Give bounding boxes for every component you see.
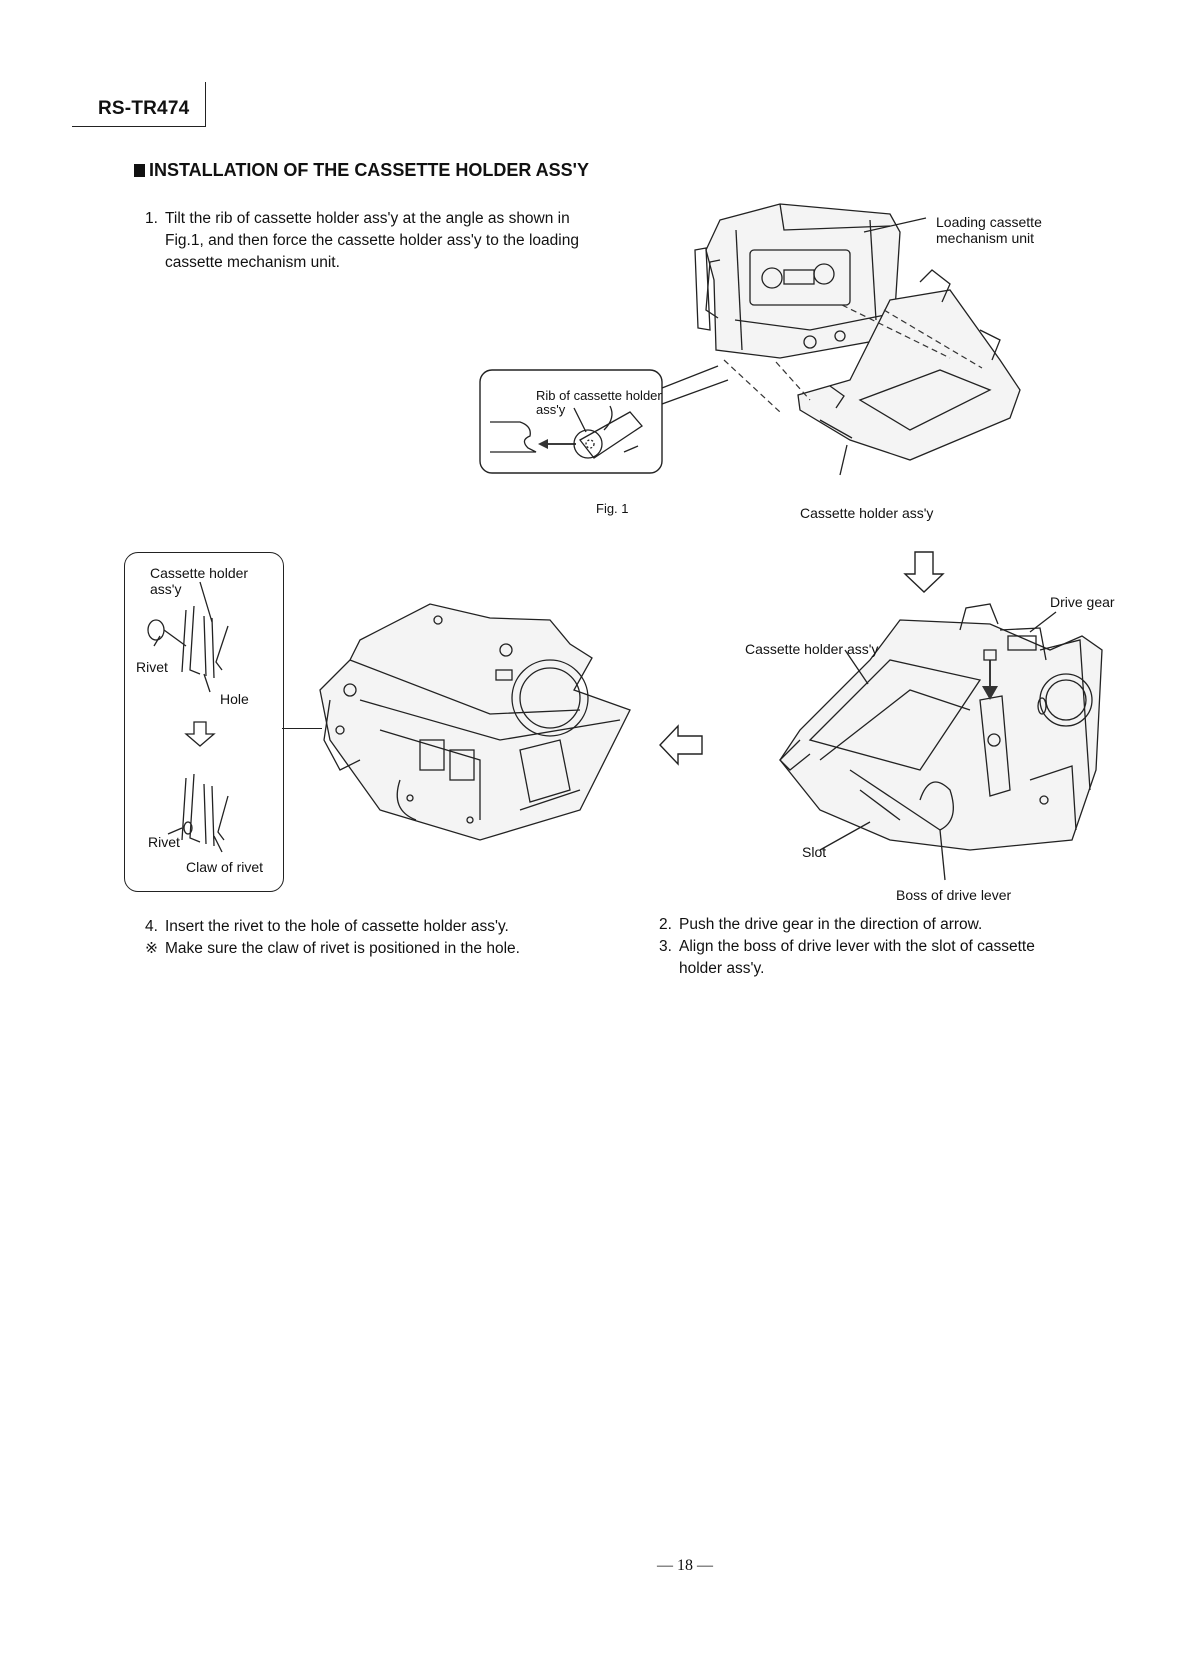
label-rivet-bottom: Rivet	[148, 834, 180, 850]
header-rule-vertical	[205, 82, 206, 127]
label-loading-mechanism	[936, 214, 1042, 246]
label-slot: Slot	[802, 844, 827, 860]
rivet-mechanism-illustration	[320, 590, 640, 850]
note-mark: ※	[145, 940, 158, 957]
model-number: RS-TR474	[98, 98, 190, 119]
label-inset-holder-line-1: Cassette holder	[150, 565, 249, 581]
step-2-text: Push the drive gear in the direction of arrow.	[679, 916, 983, 933]
step-2	[659, 914, 982, 936]
connector-line	[282, 728, 322, 729]
step-4-number: 4.	[145, 918, 158, 935]
label-loading-line-1: Loading cassette	[936, 214, 1042, 230]
label-claw-of-rivet: Claw of rivet	[186, 859, 264, 875]
step-4	[145, 916, 520, 960]
section-title-text: INSTALLATION OF THE CASSETTE HOLDER ASS'Y	[149, 160, 589, 180]
label-loading-line-2: mechanism unit	[936, 230, 1035, 246]
step-1-line-3: cassette mechanism unit.	[165, 254, 340, 271]
section-title	[134, 160, 589, 181]
step-1-number: 1.	[145, 210, 158, 227]
label-hole: Hole	[220, 691, 249, 707]
step-4-text: Insert the rivet to the hole of cassette holder ass'y.	[165, 918, 509, 935]
label-cassette-holder-top: Cassette holder ass'y	[800, 505, 934, 521]
step-1-line-2: Fig.1, and then force the cassette holder ass'y to the loading	[165, 232, 579, 249]
label-rib	[536, 389, 662, 417]
label-drive-gear: Drive gear	[1050, 594, 1115, 610]
label-rib-line-2: ass'y	[536, 402, 566, 417]
label-rivet-top: Rivet	[136, 659, 168, 675]
left-arrow-icon	[656, 722, 706, 768]
label-inset-holder-line-2: ass'y	[150, 581, 182, 597]
drive-gear-illustration	[740, 590, 1110, 870]
step-1-line-1: Tilt the rib of cassette holder ass'y at the angle as shown in	[165, 210, 570, 227]
label-cassette-holder-right: Cassette holder ass'y	[745, 641, 879, 657]
label-boss-drive-lever: Boss of drive lever	[896, 887, 1012, 903]
figure-drive-gear	[740, 590, 1110, 870]
step-3-line-2: holder ass'y.	[679, 960, 765, 977]
step-2-number: 2.	[659, 916, 672, 933]
header-rule	[72, 126, 206, 127]
label-inset-holder	[150, 565, 248, 597]
figure-1-caption: Fig. 1	[596, 501, 629, 516]
page-number: — 18 —	[657, 1557, 713, 1574]
figure-rivet-mechanism	[320, 590, 640, 850]
step-3	[659, 936, 1035, 980]
step-4-note: Make sure the claw of rivet is positioned in the hole.	[165, 940, 520, 957]
step-3-number: 3.	[659, 938, 672, 955]
step-3-line-1: Align the boss of drive lever with the slot of cassette	[679, 938, 1035, 955]
label-rib-line-1: Rib of cassette holder	[536, 388, 662, 403]
bullet-square-icon	[134, 164, 145, 177]
